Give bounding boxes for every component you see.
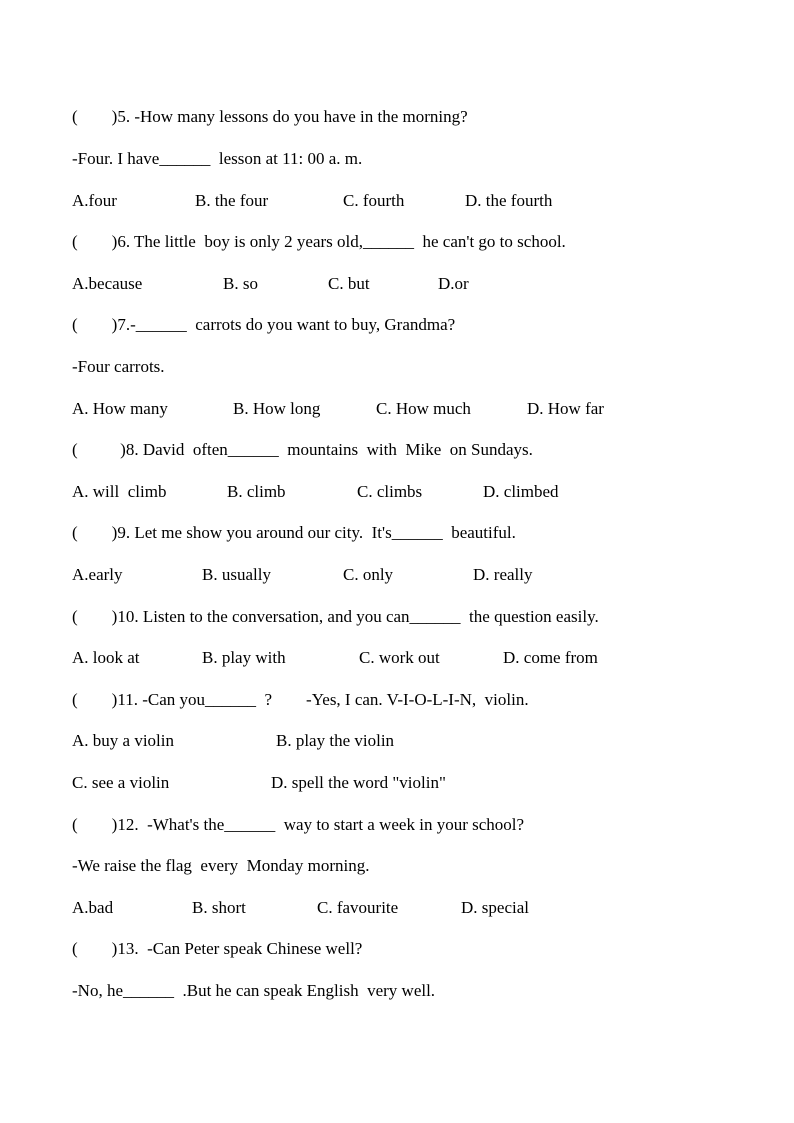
- question-8-option-d: D. climbed: [483, 482, 559, 501]
- question-7-option-b: B. How long: [233, 399, 321, 418]
- question-7-dialogue: -Four carrots.: [72, 357, 165, 376]
- question-9-option-c: C. only: [343, 565, 394, 584]
- question-9-option-b: B. usually: [202, 565, 271, 584]
- question-10-option-b: B. play with: [202, 648, 286, 667]
- question-10-option-c: C. work out: [359, 648, 440, 667]
- question-12-dialogue: -We raise the flag every Monday morning.: [72, 856, 370, 875]
- question-12-option-b: B. short: [192, 898, 246, 917]
- question-5-option-a: A.four: [72, 191, 117, 210]
- question-5-dialogue: -Four. I have______ lesson at 11: 00 a. m.: [72, 149, 363, 168]
- question-6-option-c: C. but: [328, 274, 370, 293]
- question-6-option-d: D.or: [438, 274, 469, 293]
- question-9-option-a: A.early: [72, 565, 123, 584]
- question-12-stem: ( )12. -What's the______ way to start a week in your school?: [72, 815, 525, 834]
- question-8-option-b: B. climb: [227, 482, 286, 501]
- question-11-option-a: A. buy a violin: [72, 731, 174, 750]
- question-5-option-b: B. the four: [195, 191, 269, 210]
- question-10-option-a: A. look at: [72, 648, 140, 667]
- question-10-stem: ( )10. Listen to the conversation, and you can______ the question easily.: [72, 607, 599, 626]
- question-11-option-d: D. spell the word "violin": [271, 773, 446, 792]
- question-6-option-a: A.because: [72, 274, 143, 293]
- question-11-stem: ( )11. -Can you______ ? -Yes, I can. V-I-O-L-I-N, violin.: [72, 690, 529, 709]
- question-11-option-b: B. play the violin: [276, 731, 395, 750]
- question-12-option-d: D. special: [461, 898, 529, 917]
- question-5-stem: ( )5. -How many lessons do you have in the morning?: [72, 107, 468, 126]
- question-9-option-d: D. really: [473, 565, 533, 584]
- question-7-option-c: C. How much: [376, 399, 471, 418]
- question-12-option-a: A.bad: [72, 898, 114, 917]
- question-12-option-c: C. favourite: [317, 898, 399, 917]
- question-8-stem: ( )8. David often______ mountains with Mike on Sundays.: [72, 440, 533, 459]
- question-5-option-c: C. fourth: [343, 191, 405, 210]
- question-8-option-a: A. will climb: [72, 482, 167, 501]
- question-10-option-d: D. come from: [503, 648, 598, 667]
- question-9-stem: ( )9. Let me show you around our city. It's______ beautiful.: [72, 523, 516, 542]
- question-13-stem: ( )13. -Can Peter speak Chinese well?: [72, 939, 363, 958]
- question-5-option-d: D. the fourth: [465, 191, 553, 210]
- question-7-stem: ( )7.-______ carrots do you want to buy, Grandma?: [72, 315, 456, 334]
- question-8-option-c: C. climbs: [357, 482, 423, 501]
- question-6-option-b: B. so: [223, 274, 258, 293]
- question-7-option-a: A. How many: [72, 399, 168, 418]
- question-11-option-c: C. see a violin: [72, 773, 170, 792]
- question-6-stem: ( )6. The little boy is only 2 years old,______ he can't go to school.: [72, 232, 566, 251]
- question-13-dialogue: -No, he______ .But he can speak English very well.: [72, 981, 436, 1000]
- question-7-option-d: D. How far: [527, 399, 604, 418]
